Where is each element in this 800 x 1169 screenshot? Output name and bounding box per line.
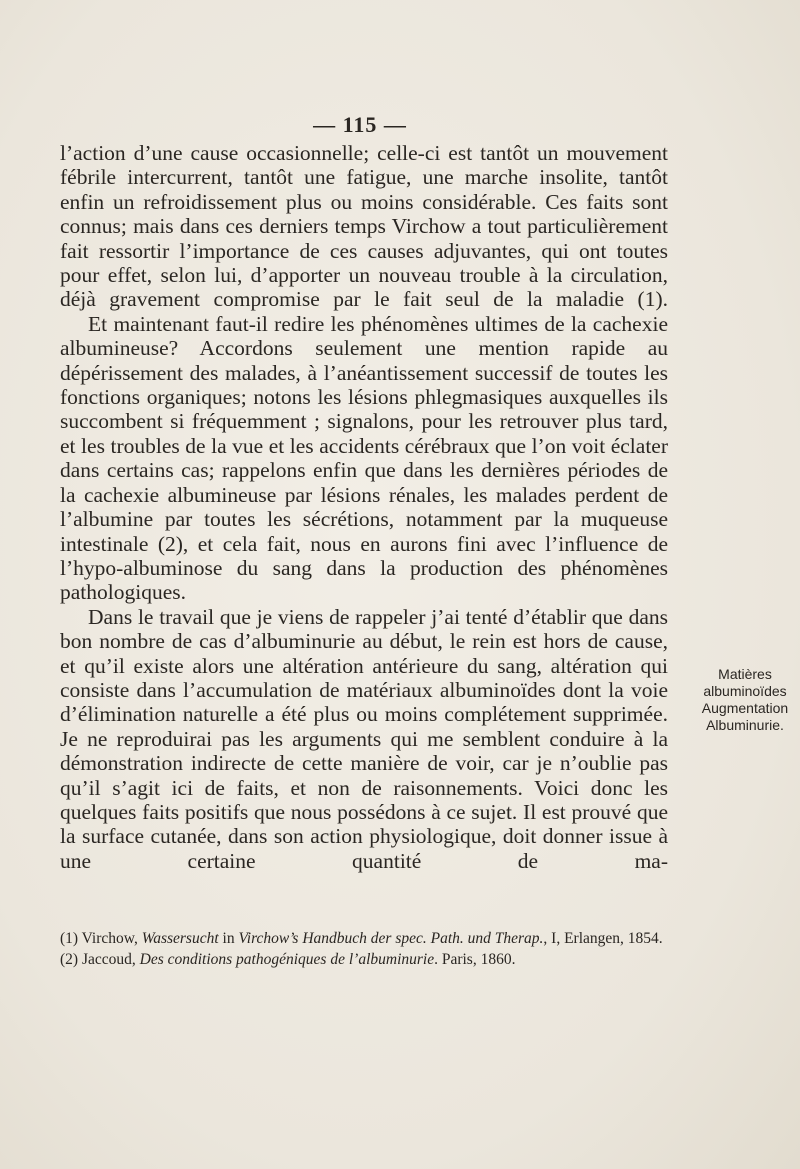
margin-note-line: Augmentation bbox=[701, 700, 789, 716]
footnote-1-title: Wassersucht bbox=[141, 930, 219, 947]
margin-note-line: Albuminurie. bbox=[706, 717, 784, 733]
footnote-1-connector: in bbox=[218, 930, 239, 947]
footnote-2-title: Des conditions pathogéniques de l’albuminurie bbox=[139, 951, 435, 968]
margin-note bbox=[690, 666, 800, 734]
footnotes bbox=[60, 928, 670, 970]
footnote-1-publication: , I, Erlangen, 1854. bbox=[543, 930, 663, 947]
footnote-2 bbox=[60, 949, 670, 970]
footnote-2-publication: . Paris, 1860. bbox=[434, 951, 516, 968]
body-text bbox=[60, 141, 668, 873]
margin-note-line: albuminoïdes bbox=[703, 683, 787, 699]
page-number: — 115 — bbox=[313, 112, 407, 137]
footnote-1-author: (1) Virchow, bbox=[60, 930, 142, 947]
footnote-1 bbox=[60, 928, 670, 949]
footnote-1-work: Virchow’s Handbuch der spec. Path. und Therap. bbox=[238, 930, 544, 947]
paragraph-2: Et maintenant faut-il redire les phénomènes ultimes de la cachexie albumineuse? Accordons seulement une mention rapide au dépérissement des malades, à l’anéantissement successif de toutes les fonctions organiques; notons les lésions phlegmasiques auxquelles ils succombent si fréquemment ; signalons, pour les retrouver plus tard, et les troubles de la vue et les accidents cérébraux que l’on voit éclater dans certains cas; rappelons enfin que dans les dernières périodes de la cachexie albumineuse par lésions rénales, les malades perdent de l’albumine par toutes les sécrétions, notamment par la muqueuse intestinale (2), et cela fait, nous en aurons fini avec l’influence de l’hypo-albuminose du sang dans la production des phénomènes pathologiques. bbox=[60, 311, 668, 605]
footnote-2-author: (2) Jaccoud, bbox=[60, 951, 140, 968]
paragraph-3: Dans le travail que je viens de rappeler j’ai tenté d’établir que dans bon nombre de cas d’albuminurie au début, le rein est hors de cause, et qu’il existe alors une altération antérieure du sang, altération qui consiste dans l’accumulation de matériaux albuminoïdes dont la voie d’élimination naturelle a été plus ou moins complétement supprimée. Je ne reproduirai pas les arguments qui me semblent conduire à la démonstration indirecte de cette manière de voir, car je n’oublie pas qu’il s’agit ici de faits, et non de raisonnements. Voici donc les quelques faits positifs que nous possédons à ce sujet. Il est prouvé que la surface cutanée, dans son action physiologique, doit donner issue à une certaine quantité de ma- bbox=[60, 604, 668, 873]
paragraph-1: l’action d’une cause occasionnelle; celle-ci est tantôt un mouvement fébrile intercurrent, tantôt une fatigue, une marche insolite, tantôt enfin un refroidissement plus ou moins considérable. Ces faits sont connus; mais dans ces derniers temps Virchow a tout particulièrement fait ressortir l’importance de ces causes adjuvantes, qui ont toutes pour effet, selon lui, d’apporter un nouveau trouble à la circulation, déjà gravement compromise par le fait seul de la maladie (1). bbox=[60, 141, 668, 312]
margin-note-line: Matières bbox=[718, 666, 772, 682]
